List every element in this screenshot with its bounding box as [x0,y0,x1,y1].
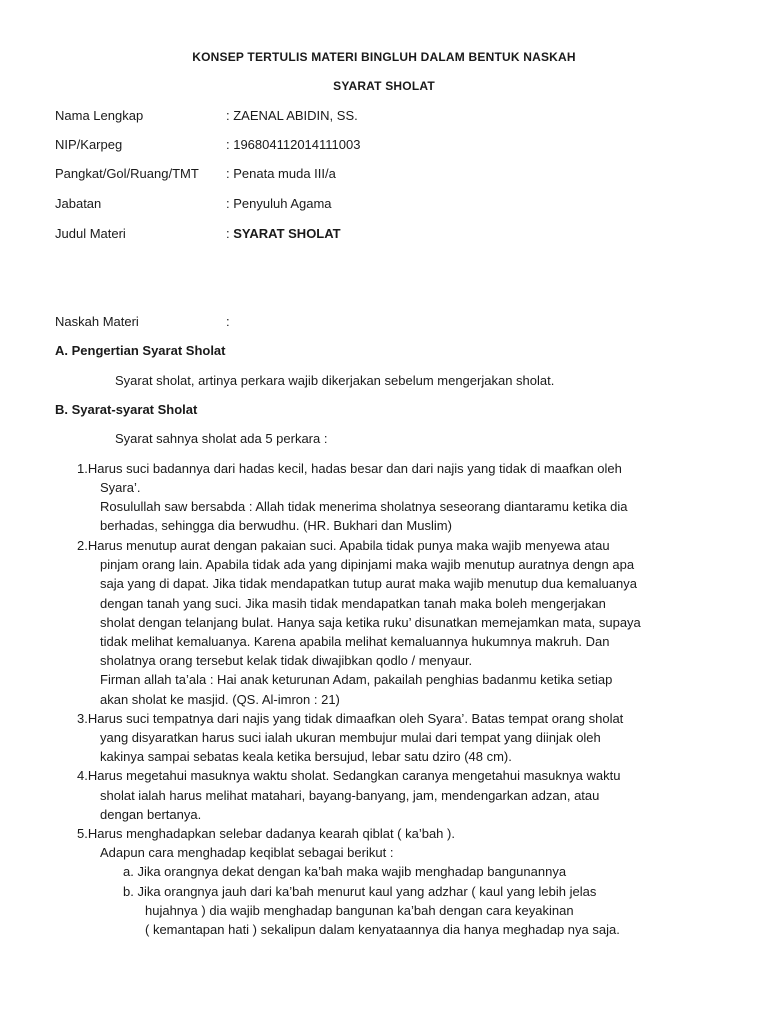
section-a-heading: A. Pengertian Syarat Sholat [55,343,226,358]
section-a-text: Syarat sholat, artinya perkara wajib dikerjakan sebelum mengerjakan sholat. [115,373,555,388]
list-item-2-line: akan sholat ke masjid. (QS. Al-imron : 21) [100,692,340,707]
naskah-label: Naskah Materi [55,314,139,329]
sub-item-b: b. Jika orangnya jauh dari ka’bah menurut kaul yang adzhar ( kaul yang lebih jelas [123,884,597,899]
list-item-2-line: pinjam orang lain. Apabila tidak ada yang dipinjami maka wajib menutup auratnya dengn apa [100,557,635,572]
list-item-1-line: Rosulullah saw bersabda : Allah tidak menerima sholatnya seseorang diantaramu ketika dia [100,499,628,514]
identity-value-judul [226,226,341,241]
sub-item-b-line: hujahnya ) dia wajib menghadap bangunan ka’bah dengan cara keyakinan [145,903,574,918]
sub-item-a: a. Jika orangnya dekat dengan ka’bah maka wajib menghadap bangunannya [123,864,567,879]
list-item-3-line: kakinya sampai sebatas keala ketika bersujud, lebar satu dziro (48 cm). [100,749,512,764]
list-item-1-line: 1.Harus suci badannya dari hadas kecil, hadas besar dan dari najis yang tidak di maafkan oleh [77,461,622,476]
identity-label-pangkat: Pangkat/Gol/Ruang/TMT [55,166,199,181]
sub-item-b-line: ( kemantapan hati ) sekalipun dalam kenyataannya dia hanya meghadap nya saja. [145,922,620,937]
list-item-2-line: sholatnya orang tersebut kelak tidak diwajibkan qodlo / menyaur. [100,653,473,668]
list-item-2-line: tidak melihat kemaluanya. Karena apabila melihat kemaluannya hukumnya makruh. Dan [100,634,610,649]
list-item-5-line: Adapun cara menghadap keqiblat sebagai berikut : [100,845,394,860]
list-item-2-line: 2.Harus menutup aurat dengan pakaian suci. Apabila tidak punya maka wajib menyewa atau [77,538,610,553]
list-item-3-line: yang disyaratkan harus suci ialah ukuran membujur mulai dari tempat yang diinjak oleh [100,730,601,745]
identity-label-nip: NIP/Karpeg [55,137,123,152]
identity-value-nip: : 196804112014111003 [226,137,361,152]
list-item-2-line: dengan tanah yang suci. Jika masih tidak mendapatkan tanah maka boleh mengerjakan [100,596,606,611]
list-item-3-line: 3.Harus suci tempatnya dari najis yang tidak dimaafkan oleh Syara’. Batas tempat orang sholat [77,711,624,726]
list-item-1-line: berhadas, sehingga dia berwudhu. (HR. Bukhari dan Muslim) [100,518,452,533]
section-b-heading: B. Syarat-syarat Sholat [55,402,198,417]
identity-value-jabatan: : Penyuluh Agama [226,196,332,211]
identity-value-nama: : ZAENAL ABIDIN, SS. [226,108,358,123]
naskah-colon: : [226,314,230,329]
list-item-5-line: 5.Harus menghadapkan selebar dadanya kearah qiblat ( ka’bah ). [77,826,455,841]
document-subtitle: SYARAT SHOLAT [333,79,435,93]
list-item-2-line: Firman allah ta’ala : Hai anak keturunan Adam, pakailah penghias badanmu ketika setiap [100,672,613,687]
list-item-2-line: sholat dengan telanjang bulat. Hanya saja ketika ruku’ disunatkan memejamkan mata, supaya [100,615,641,630]
list-item-4-line: 4.Harus megetahui masuknya waktu sholat. Sedangkan caranya mengetahui masuknya waktu [77,768,621,783]
identity-label-nama: Nama Lengkap [55,108,144,123]
identity-value-pangkat: : Penata muda III/a [226,166,336,181]
list-item-4-line: sholat ialah harus melihat matahari, bayang-banyang, jam, mendengarkan adzan, atau [100,788,600,803]
identity-label-judul: Judul Materi [55,226,126,241]
list-item-4-line: dengan bertanya. [100,807,202,822]
list-item-2-line: saja yang di dapat. Jika tidak mendapatkan tutup aurat maka wajib menutup dua kemaluanya [100,576,637,591]
judul-text: SYARAT SHOLAT [233,226,341,241]
section-b-intro: Syarat sahnya sholat ada 5 perkara : [115,431,328,446]
document-title: KONSEP TERTULIS MATERI BINGLUH DALAM BENTUK NASKAH [192,50,576,64]
judul-colon: : [226,226,234,241]
list-item-1-line: Syara’. [100,480,141,495]
identity-label-jabatan: Jabatan [55,196,102,211]
